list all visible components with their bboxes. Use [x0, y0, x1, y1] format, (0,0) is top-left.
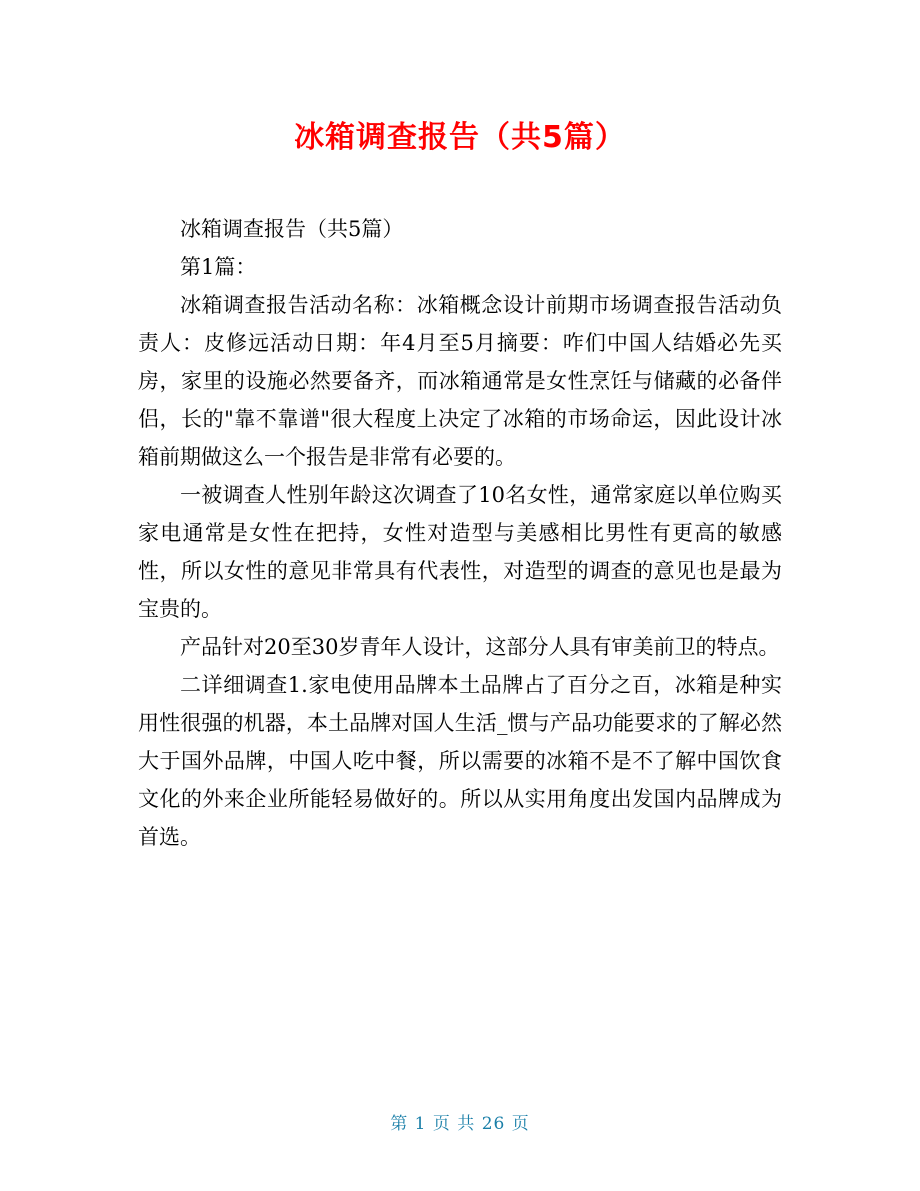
- document-title: 冰箱调查报告（共5篇）: [294, 120, 626, 155]
- paragraph-summary: 冰箱调查报告活动名称：冰箱概念设计前期市场调查报告活动负责人：皮修远活动日期：年4月至5月摘要：咋们中国人结婚必先买房，家里的设施必然要备齐，而冰箱通常是女性烹饪与储藏的必备伴侣，长的"靠不靠谱"很大程度上决定了冰箱的市场命运，因此设计冰箱前期做这么一个报告是非常有必要的。: [138, 293, 782, 469]
- paragraph-section-label: 第1篇：: [180, 255, 257, 279]
- paragraph-respondents: 一被调查人性别年龄这次调查了10名女性，通常家庭以单位购买家电通常是女性在把持，女性对造型与美感相比男性有更高的敏感性，所以女性的意见非常具有代表性，对造型的调查的意见也是最为宝贵的。: [138, 483, 782, 621]
- paragraph-detailed-survey: 二详细调查1.家电使用品牌本土品牌占了百分之百，冰箱是种实用性很强的机器，本土品牌对国人生活_惯与产品功能要求的了解必然大于国外品牌，中国人吃中餐，所以需要的冰箱不是不了解中国饮食文化的外来企业所能轻易做好的。所以从实用角度出发国内品牌成为首选。: [138, 673, 782, 849]
- document-body: [138, 210, 782, 856]
- paragraph-heading: 冰箱调查报告（共5篇）: [180, 217, 404, 241]
- paragraph-target-users: 产品针对20至30岁青年人设计，这部分人具有审美前卫的特点。: [180, 635, 780, 659]
- page-footer: 第 1 页 共 26 页: [390, 1114, 530, 1134]
